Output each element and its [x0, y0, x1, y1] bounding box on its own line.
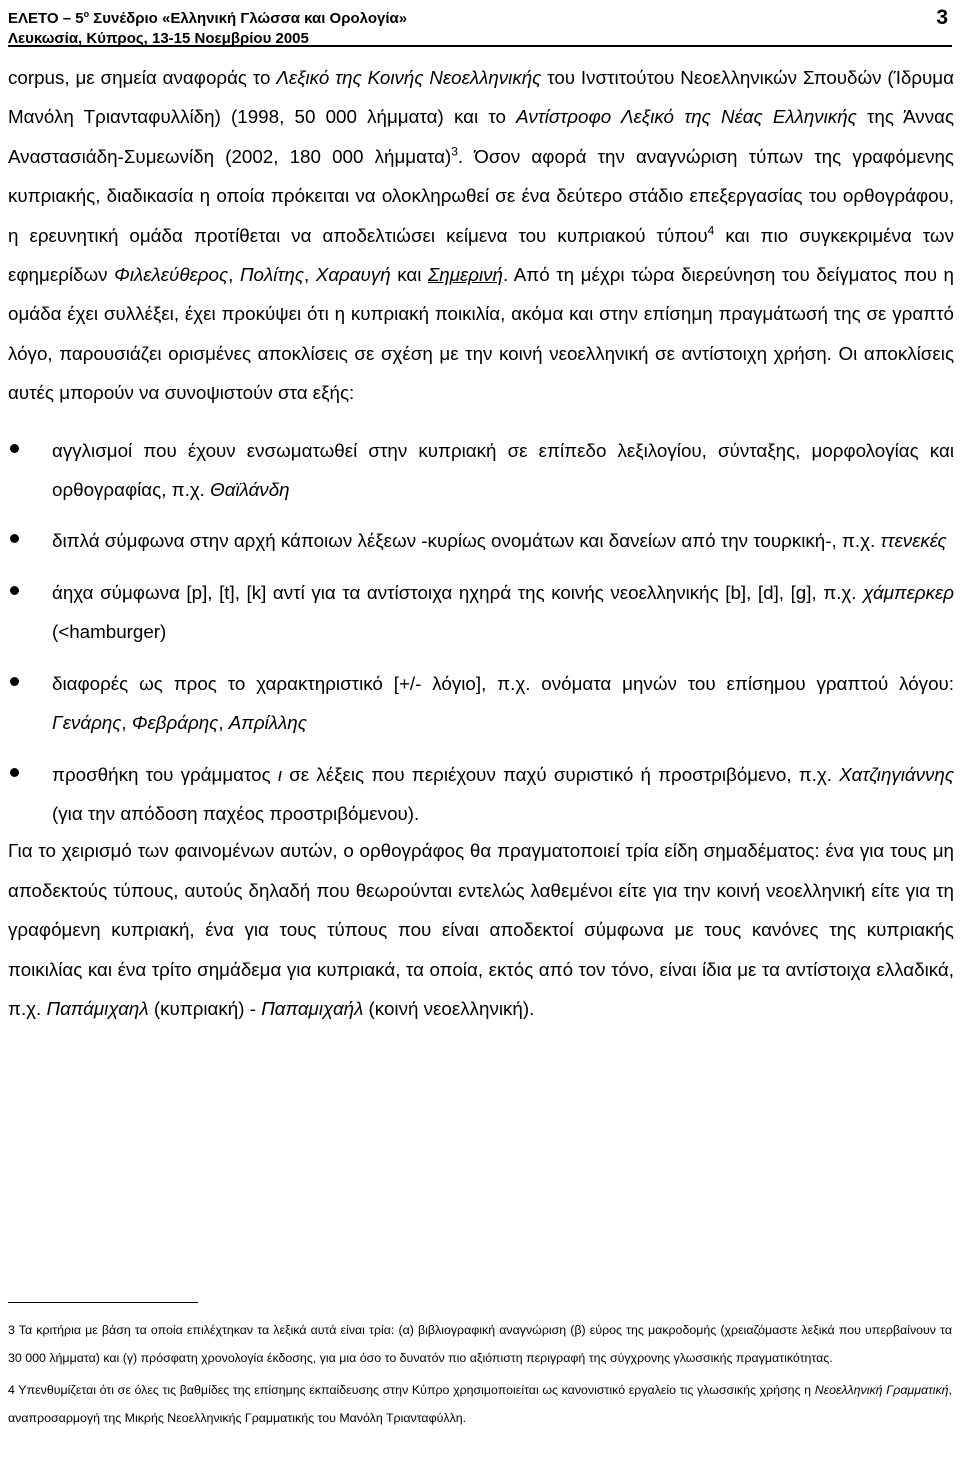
list-item	[0, 521, 960, 560]
ordinal-superscript: ο	[83, 9, 90, 19]
conference-title-part: Συνέδριο «Ελληνική Γλώσσα και Ορολογία»	[89, 10, 408, 27]
example-word: ττενεκές	[880, 530, 947, 552]
footnotes	[8, 1316, 952, 1436]
bullet-list	[0, 431, 960, 834]
footnote-ref-3[interactable]: 3	[451, 144, 458, 159]
example-word: ι	[277, 763, 283, 785]
list-item-text: άηχα σύμφωνα [p], [t], [k] αντί για τα αντίστοιχα ηχηρά της κοινής νεοελληνικής [b], [d], [g], π.χ.	[52, 581, 864, 603]
text-run: (κυπριακή) -	[148, 997, 262, 1019]
list-item-text: διπλά σύμφωνα στην αρχή κάποιων λέξεων -κυρίως ονομάτων και δανείων από την τουρκική-, π.χ.	[52, 530, 881, 552]
example-word: Φεβράρης	[131, 712, 219, 734]
example-word: Παπαμιχαήλ	[261, 997, 364, 1019]
list-item-text: (για την απόδοση παχέος προστριβόμενου).	[52, 802, 420, 824]
list-item	[0, 573, 960, 652]
footnote-ref-4[interactable]: 4	[707, 223, 715, 238]
italic-newspaper: Χαραυγή	[315, 264, 391, 286]
text-run: ,	[228, 264, 240, 286]
list-item-text: διαφορές ως προς το χαρακτηριστικό [+/- λόγιο], π.χ. ονόματα μηνών του επίσημου γραπτού λόγου:	[52, 672, 954, 694]
list-item-text: ,	[218, 712, 229, 734]
list-item-text: ,	[121, 712, 132, 734]
conference-title	[8, 4, 948, 29]
bullet-icon	[10, 768, 19, 777]
list-item-text: αγγλισμοί που έχουν ενσωματωθεί στην κυπριακή σε επίπεδο λεξιλογίου, σύνταξης, μορφολογίας και ορθογραφίας, π.χ.	[52, 439, 954, 501]
text-run: της Άννας Αναστασιάδη-Συμεωνίδη (2002, 180 000 λήμματα)	[8, 106, 954, 167]
list-item	[0, 431, 960, 510]
list-item-text: προσθήκη του γράμματος	[52, 763, 278, 785]
text-run: ,	[304, 264, 316, 286]
text-run: του Ινστιτούτου Νεοελληνικών Σπουδών (Ίδρυμα Μανόλη Τριανταφυλλίδη) (1998, 50 000 λήμματα) και το	[8, 67, 954, 128]
text-run: . Όσον αφορά την αναγνώριση τύπων της γραφόμενης κυπριακής, διαδικασία η οποία πρόκειται να ολοκληρωθεί σε ένα δεύτερο στάδιο επεξεργασίας του ορθογράφου, η ερευνητική ομάδα προτίθεται να αποδελτιώσει κείμενα του κυπριακού τύπου	[8, 145, 954, 246]
paragraph-2	[0, 831, 960, 1028]
bullet-icon	[10, 677, 19, 686]
text-run: και πιο συγκεκριμένα των εφημερίδων	[8, 224, 954, 286]
list-item-text: σε λέξεις που περιέχουν παχύ συριστικό ή προστριβόμενο, π.χ.	[282, 763, 840, 785]
example-word: χάμπερκερ	[863, 581, 954, 603]
bullet-icon	[10, 586, 19, 595]
footnote-text: , αναπροσαρμογή της Μικρής Νεοελληνικής Γραμματικής του Μανόλη Τριανταφύλλη.	[8, 1383, 952, 1425]
example-word: Χατζιηγιάννης	[839, 763, 954, 785]
text-run: Για το χειρισμό των φαινομένων αυτών, ο ορθογράφος θα πραγματοποιεί τρία είδη σημαδέματος: ένα για τους μη αποδεκτούς τύπους, αυτούς δηλαδή που θεωρούνται εντελώς λαθεμένοι είτε για την κοινή νεοελληνική είτε για τη γραφόμενη κυπριακή, ένα για τους τύπους που είναι αποδεκτοί σύμφωνα με τους κανόνες της κυπριακής ποικιλίας και ένα τρίτο σημάδεμα για κυπριακά, τα οποία, εκτός από τον τόνο, είναι ίδια με τα αντίστοιχα ελλαδικά, π.χ.	[8, 840, 954, 1019]
bullet-icon	[10, 444, 19, 453]
footnote-4	[8, 1376, 952, 1432]
example-word: Θαϊλάνδη	[210, 479, 290, 501]
italic-title: Αντίστροφο Λεξικό της Νέας Ελληνικής	[516, 106, 857, 128]
example-word: Παπάμιχαηλ	[46, 997, 149, 1019]
conference-location: Λευκωσία, Κύπρος, 13-15 Νοεμβρίου 2005	[8, 30, 309, 47]
italic-newspaper: Πολίτης	[239, 264, 304, 286]
text-run: (κοινή νεοελληνική).	[363, 997, 535, 1019]
text-run: και	[390, 264, 428, 286]
italic-title: Νεοελληνική Γραμματική	[814, 1383, 949, 1397]
text-run: corpus, με σημεία αναφοράς το	[8, 67, 277, 88]
conference-title-part: ΕΛΕΤΟ – 5	[8, 10, 84, 27]
page-header	[8, 4, 948, 48]
document-body	[0, 58, 960, 1028]
example-word: Απρίλλης	[228, 712, 307, 734]
page-number: 3	[936, 6, 948, 29]
header-divider	[8, 45, 952, 47]
footnote-text: 4 Υπενθυμίζεται ότι σε όλες τις βαθμίδες της επίσημης εκπαίδευσης στην Κύπρο χρησιμοποιείται ως κανονιστικό εργαλείο τις γλωσσικής χρήσης η	[8, 1383, 815, 1397]
italic-newspaper: Φιλελεύθερος	[114, 264, 229, 286]
bullet-icon	[10, 534, 19, 543]
footnote-divider	[8, 1302, 198, 1303]
italic-newspaper: Σημερινή	[428, 264, 503, 286]
list-item-text: (<hamburger)	[52, 621, 167, 643]
italic-title: Λεξικό της Κοινής Νεοελληνικής	[276, 67, 542, 88]
list-item	[0, 664, 960, 743]
paragraph-1	[0, 58, 960, 413]
text-run: . Από τη μέχρι τώρα διερεύνηση του δείγματος που η ομάδα έχει συλλέξει, έχει προκύψει ότι η κυπριακή ποικιλία, ακόμα και στην επίσημη πραγμάτωσή της σε γραπτό λόγο, παρουσιάζει ορισμένες αποκλίσεις σε σχέση με την κοινή νεοελληνική σε αντίστοιχη χρήση. Οι αποκλίσεις αυτές μπορούν να συνοψιστούν στα εξής:	[8, 264, 955, 404]
example-word: Γενάρης	[52, 712, 122, 734]
footnote-3: 3 Τα κριτήρια με βάση τα οποία επιλέχτηκαν τα λεξικά αυτά είναι τρία: (α) βιβλιογραφική αναγνώριση (β) εύρος της μακροδομής (χρειαζόμαστε λεξικά που υπερβαίνουν τα 30 000 λήμματα) και (γ) πρόσφατη χρονολογία έκδοσης, για μια όσο το δυνατόν πιο αξιόπιστη περιγραφή της σύγχρονης γλωσσικής πραγματικότητας.	[8, 1323, 952, 1365]
list-item	[0, 755, 960, 834]
